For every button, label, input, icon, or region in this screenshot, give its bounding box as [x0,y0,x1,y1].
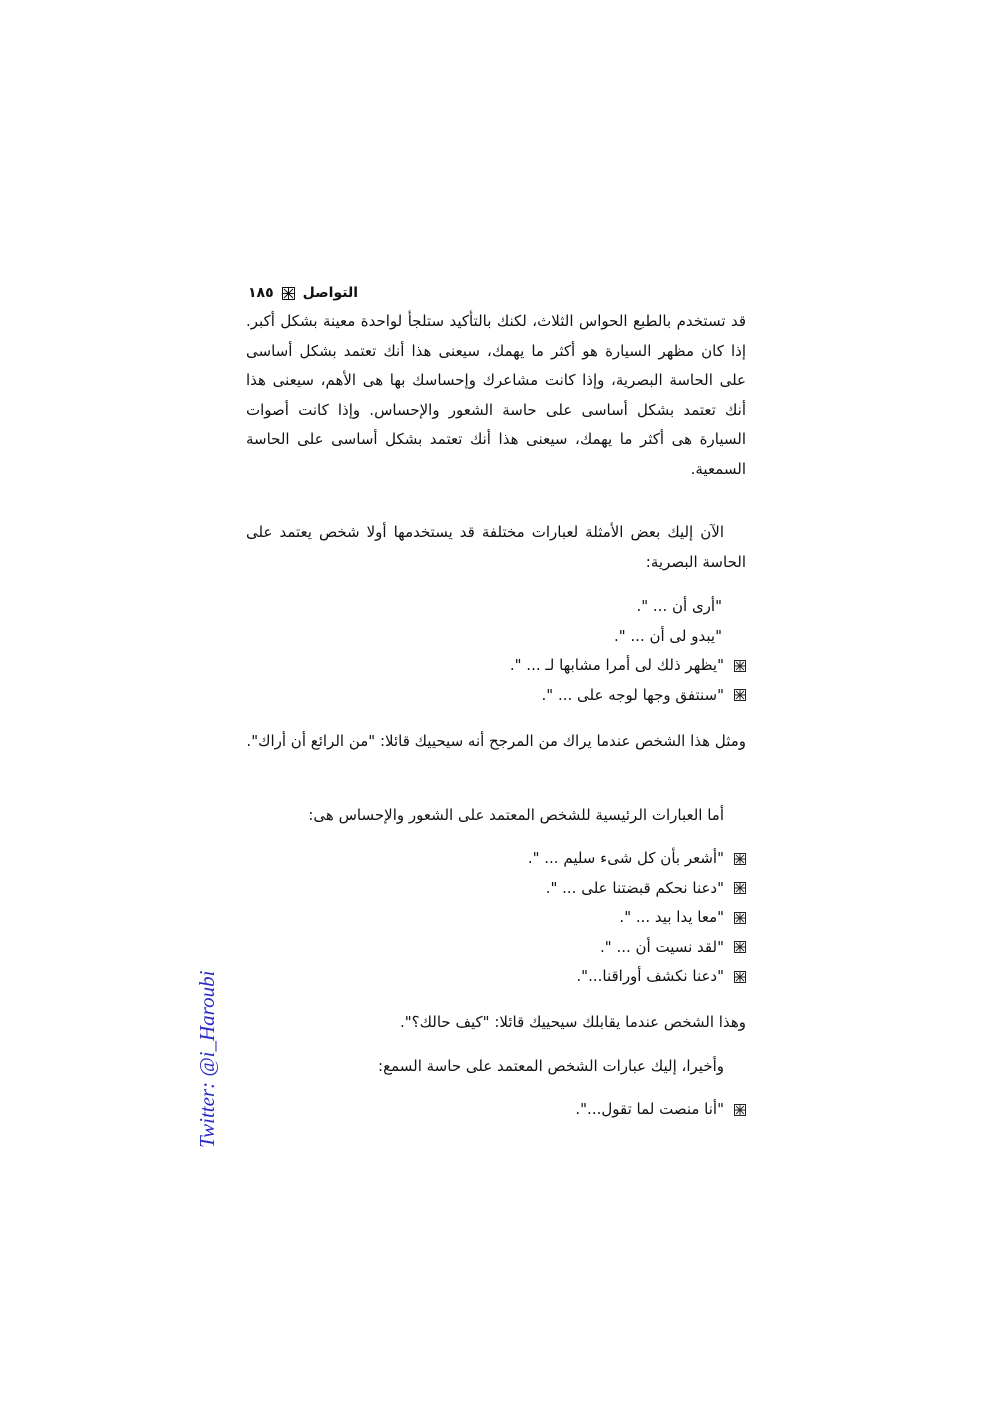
paragraph-hearing-intro: وأخيرا، إليك عبارات الشخص المعتمد على حاسة السمع: [378,1057,724,1075]
list-item-text: "سنتفق وجها لوجه على ... ". [541,685,724,704]
bullet-icon [734,941,746,953]
visual-phrases-list [470,592,746,710]
list-item [470,651,746,681]
list-item-text: "دعنا نكشف أوراقنا...". [576,967,724,985]
list-item [470,592,746,622]
list-item [470,622,746,652]
list-item [470,681,746,711]
list-item-text: "معا يدا بيد ... ". [619,908,724,926]
bullet-icon [734,853,746,865]
list-item [470,1095,746,1125]
list-item-text: "دعنا نحكم قبضتنا على ... ". [545,878,724,897]
list-item-text: "يظهر ذلك لى أمرا مشابها لـ ... ". [509,656,724,674]
twitter-watermark: Twitter: @i_Haroubi [195,970,219,1148]
list-item-text: "لقد نسيت أن ... ". [600,937,724,956]
running-header [248,283,358,303]
bullet-icon [734,1104,746,1116]
feeling-phrases-list [470,844,746,992]
paragraph-senses-intro: قد تستخدم بالطبع الحواس الثلاث، لكنك بالتأكيد ستلجأ لواحدة معينة بشكل أكبر. إذا كان مظهر السيارة هو أكثر ما يهمك، سيعنى هذا أنك تعتمد بشكل أساسى على الحاسة البصرية، وإذا كانت مشاعرك وإحساسك بها هى الأهم، سيعنى هذا أنك تعتمد بشكل أساسى على حاسة الشعور والإحساس. وإذا كانت أصوات السيارة هى أكثر ما يهمك، سيعنى هذا أنك تعتمد بشكل أساسى على الحاسة السمعية. [246,312,746,478]
list-item-text: "يبدو لى أن ... ". [613,626,722,645]
list-item [470,903,746,933]
bullet-icon [734,689,746,701]
paragraph-visual-greeting: ومثل هذا الشخص عندما يراك من المرجح أنه سيحييك قائلا: "من الرائع أن أراك". [246,732,746,750]
list-item-text: "أشعر بأن كل شىء سليم ... ". [527,849,724,867]
list-item [470,874,746,904]
list-item [470,844,746,874]
list-item [470,962,746,992]
paragraph-feeling-greeting: وهذا الشخص عندما يقابلك سيحييك قائلا: "كيف حالك؟". [400,1013,746,1031]
list-item-text: "أنا منصت لما تقول...". [575,1100,724,1118]
paragraph-feeling-intro: أما العبارات الرئيسية للشخص المعتمد على الشعور والإحساس هى: [308,806,724,824]
list-item-text: "أرى أن ... ". [636,597,722,615]
bullet-icon [734,882,746,894]
chapter-title: التواصل [302,285,358,301]
bullet-icon [734,912,746,924]
paragraph-visual-intro: الآن إليك بعض الأمثلة لعبارات مختلفة قد يستخدمها أولا شخص يعتمد على الحاسة البصرية: [246,523,746,571]
ornament-icon [282,287,295,300]
hearing-phrases-list [470,1095,746,1125]
bullet-icon [734,660,746,672]
list-item [470,933,746,963]
bullet-icon [734,971,746,983]
page-number: ١٨٥ [248,285,274,301]
